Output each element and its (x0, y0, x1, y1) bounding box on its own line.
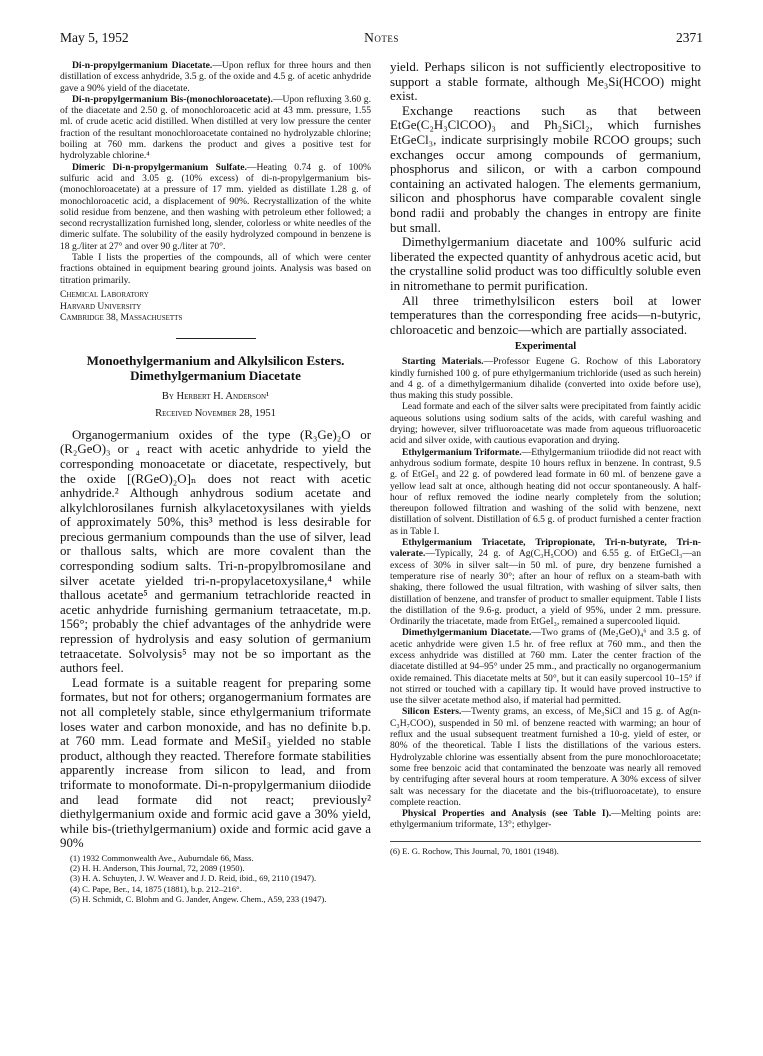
footnote: (6) E. G. Rochow, This Journal, 70, 1801 (1948). (390, 845, 559, 856)
footnote: (2) H. H. Anderson, This Journal, 72, 2089 (1950). (70, 863, 245, 874)
paragraph-lead-formate: Lead formate and each of the silver salts were precipitated from faintly acidic aqueous solutions using sodium salts of the acids, with careful washing and drying; however, silver trifluoroacetate was made from aqueous trifluoroacetic acid and silver oxide, with cautious evaporation and drying. (390, 401, 701, 447)
header-page-number: 2371 (676, 30, 703, 45)
experimental-heading: Experimental (514, 341, 577, 353)
paragraph-starting-materials: Starting Materials.—Professor Eugene G. Rochow of this Laboratory kindly furnished 100 g. of pure ethylgermanium trichloride (used as such herein) and 4 g. of a dimethylgermanium dihalide (converted into oxide before use), thus making this study possible. (390, 356, 701, 402)
body-paragraph: All three trimethylsilicon esters boil at lower temperatures than the corresponding free acids—n-butyric, chloroacetic and benzoic—which are partially associated. (390, 293, 701, 337)
paragraph-diacetate: Di-n-propylgermanium Diacetate.—Upon reflux for three hours and then distillation of excess anhydride, 3.5 g. of the oxide and 4.5 g. of acetic anhydride gave a 90% yield of the diacetate. (60, 60, 371, 94)
body-paragraph: yield. Perhaps silicon is not sufficiently electropositive to support a stable formate, although Me₃Si(HCOO) might exist. (390, 60, 701, 104)
header-date: May 5, 1952 (60, 30, 129, 45)
experimental-section (390, 356, 701, 830)
footnote: (4) C. Pape, Ber., 14, 1875 (1881), b.p. 212–216°. (70, 883, 242, 894)
paragraph-table-note: Table I lists the properties of the compounds, all of which were center fractions obtained in equipment bearing ground joints. Analysis was based on titration primarily. (60, 252, 371, 286)
body-paragraph: Exchange reactions such as that between EtGe(C₂H₃ClCOO)₃ and Ph₂SiCl₂, which furnishes EtGeCl₃, indicate surprisingly mobile RCOO groups; such exchanges occur among compounds of germanium, phosphorus and silicon, or with a carbon compound containing an activated halogen. The elements germanium, silicon and phosphorus have comparable covalent single bond radii and probably the changes in entropy are finite but small. (390, 103, 701, 235)
article-title: Monoethylgermanium and Alkylsilicon Esters. Dimethylgermanium Diacetate (86, 352, 345, 383)
received-date: Received November 28, 1951 (155, 407, 276, 419)
previous-article-experimental (60, 60, 371, 286)
article-intro (60, 428, 371, 851)
article-author: By Herbert H. Anderson¹ (161, 390, 270, 402)
paragraph-bis-monochloroacetate: Di-n-propylgermanium Bis-(monochloroacetate).—Upon refluxing 3.60 g. of the diacetate and 2.50 g. of monochloroacetic acid at 43 mm. pressure, 1.55 ml. of crude acetic acid distilled. When distilled at very low pressure the center fraction of the resultant monochloroacetate contained no hydrolyzable chlorine; boiling at 760 mm. darkens the product and gives a positive test for hydrolyzable chlorine.⁴ (60, 93, 371, 162)
author-address: Chemical Laboratory Harvard University Cambridge 38, Massachusetts (60, 288, 183, 324)
body-paragraph: Lead formate is a suitable reagent for preparing some formates, but not for others; organogermanium formates are not all completely stable, since ethylgermanium triformate loses water and carbon monoxide, and has no definite b.p. at 760 mm. Lead formate and MeSiI₃ yielded no stable product, although they reacted. Therefore formate stabilities apparently increase from silicon to lead, and from triformate to monoformate. Di-n-propylgermanium diiodide and lead formate did not react; previously² diethylgermanium oxide and formic acid gave a 30% yield, while bis-(triethylgermanium) oxide and formic acid gave a 90% (60, 675, 371, 851)
paragraph-dimethylgermanium-diacetate: Dimethylgermanium Diacetate.—Two grams of (Me₂GeO)₄⁶ and 3.5 g. of acetic anhydride were given 1.5 hr. of free reflux at 760 mm., and then the excess anhydride was distilled at 760 mm. Later the center fraction of the diacetate distilled at 94–95° under 25 mm., and practically no organogermanium oxide remained. This diacetate melts at 50°, but it can easily supercool 10–15° if not stirred or touched with a capillary tip. It would have proved instructive to use the silver acetate method also, if material had permitted. (390, 627, 702, 707)
left-column (60, 60, 371, 904)
footnote: (1) 1932 Commonwealth Ave., Auburndale 66, Mass. (70, 852, 254, 863)
paragraph-triacetate: Ethylgermanium Triacetate, Tripropionate, Tri-n-butyrate, Tri-n-valerate.—Typically, 24 g. of Ag(C₃H₅COO) and 6.55 g. of EtGeCl₃—an excess of 30% in silver salt—in 50 ml. of pure, dry benzene furnished a temperature rise of nearly 30°; after an hour of reflux on a steam-bath with shaking, there followed the usual filtration, with washing of silver salts, then distillation of benzene, and transfer of product to smaller equipment. Table I lists the distillation of the 9.6-g. product, a yield of 95%, under 2 mm. pressure. Ordinarily the triacetate, made from EtGeI₃, remained a supercooled liquid. (390, 537, 701, 628)
body-paragraph: Dimethylgermanium diacetate and 100% sulfuric acid liberated the expected quantity of anhydrous acetic acid, but the crystalline solid product was too difficultly soluble even in nitromethane to permit purification. (390, 235, 701, 293)
footnotes (60, 853, 371, 904)
footnote: (3) H. A. Schuyten, J. W. Weaver and J. D. Reid, ibid., 69, 2110 (1947). (70, 873, 317, 884)
page-header (60, 30, 703, 50)
header-section: Notes (364, 30, 399, 45)
paragraph-triformate: Ethylgermanium Triformate.—Ethylgermanium triiodide did not react with anhydrous sodium formate, despite 10 hours reflux in benzene. In contrast, 9.5 g. of EtGeI₃ and 22 g. of powdered lead formate in 60 ml. of benzene gave a yellow lead salt at once, although heating did not occur spontaneously. A half-hour of reflux removed the iodine nearly completely from the solution; thereupon followed filtration and washing of the solid with benzene, next distillation of solvent. Distillation of 6.5 g. of product furnished a center fraction as in Table I. (390, 446, 702, 537)
paragraph-dimeric-sulfate: Dimeric Di-n-propylgermanium Sulfate.—Heating 0.74 g. of 100% sulfuric acid and 3.05 g. (10% excess) of di-n-propylgermanium bis-(monochloroacetate) at a pressure of 17 mm. yielded as distillate 1.28 g. of monochloroacetic acid, a displacement of 90%. Recrystallization of the white solid residue from benzene, and then washing with petroleum ether followed; a second recrystallization furnished long, slender, colorless or white needles of the dimeric sulfate. The solubility of the easily hydrolyzed compound in benzene is 18 g./liter at 27° and over 90 g./liter at 70°. (60, 161, 371, 252)
section-divider (176, 338, 256, 339)
paragraph-physical-properties: Physical Properties and Analysis (see Table I).—Melting points are: ethylgermanium triformate, 13°; ethylger- (390, 808, 701, 831)
right-column (390, 60, 701, 856)
paragraph-silicon-esters: Silicon Esters.—Twenty grams, an excess, of Me₃SiCl and 15 g. of Ag(n-C₃H₇COO), suspended in 50 ml. of benzene reacted with warming; an hour of reflux and the usual subsequent treatment furnished a 10-g. yield of ester, or 80% of the theoretical. Table I lists the distillations of the various esters. Hydrolyzable chlorine was essentially absent from the pure monochloroacetate; some free benzoic acid that contaminated the benzoate was nearly all removed by centrifuging after several hours at room temperature. A 30% excess of silver salt was necessary for the diacetate and the bis-(trifluoroacetate), to ensure complete reaction. (390, 706, 701, 808)
footnote-rule (390, 841, 701, 842)
footnote: (5) H. Schmidt, C. Blohm and G. Jander, Angew. Chem., A59, 233 (1947). (70, 893, 327, 904)
body-paragraph: Organogermanium oxides of the type (R₃Ge)₂O or (R₂GeO)₃ or ₄ react with acetic anhydride to yield the corresponding monoacetate or diacetate, respectively, but the oxide [(RGeO)₂O]ₙ does not react with acetic anhydride.² Although anhydrous sodium acetate and alkylchlorosilanes furnish alkylacetoxysilanes with yields of approximately 50%, this³ method is less desirable for precious germanium compounds than the use of silver, lead or thallous salts, which are more covalent than the corresponding sodium salts. Tri-n-propylbromosilane and silver acetate yielded tri-n-propylacetoxysilane,⁴ while thallous acetate⁵ and germanium tetrachloride reacted in acetic anhydride furnishing germanium tetraacetate, m.p. 156°; probably the chief advantages of the anhydride were repression of hydrolysis and easy solution of germanium tetraacetate. Solvolysis⁵ may not be so important as the authors feel. (60, 427, 371, 676)
article-discussion (390, 60, 701, 337)
